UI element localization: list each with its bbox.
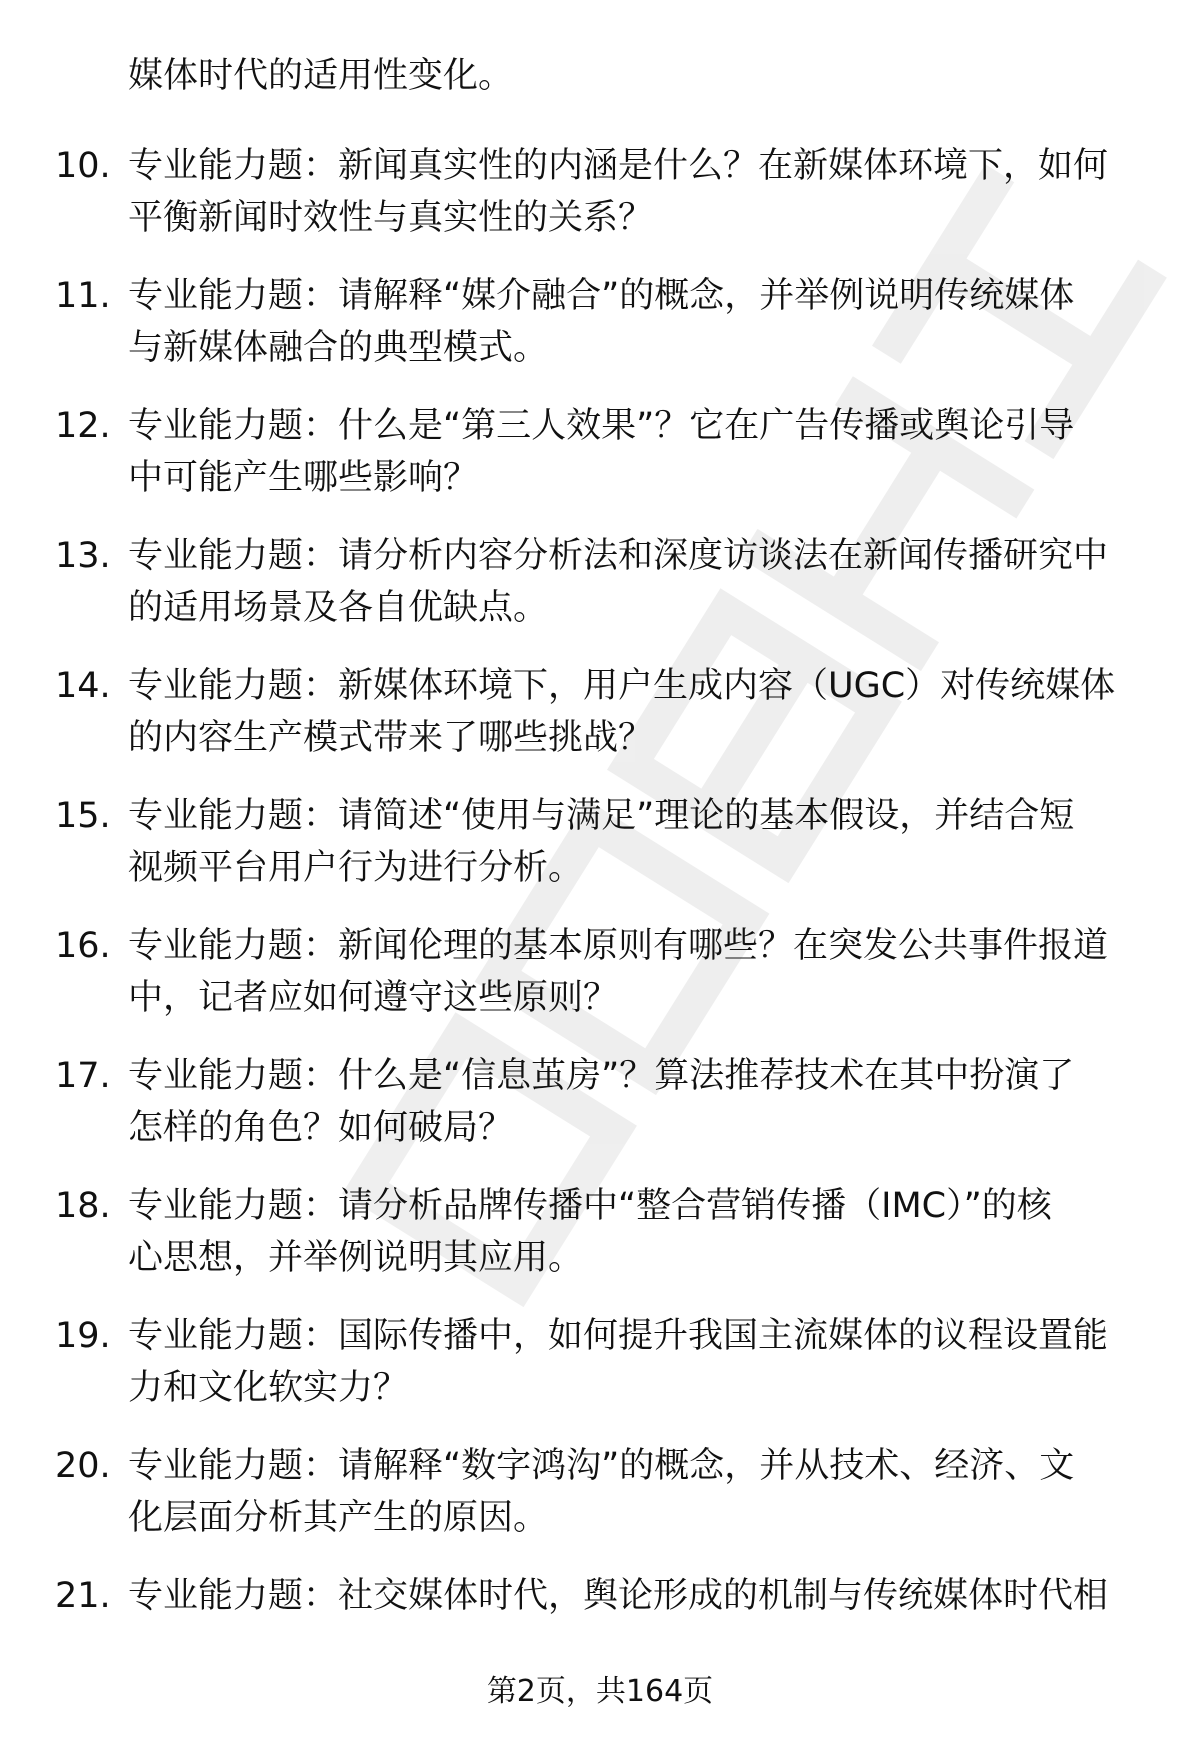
question-text [128, 140, 1158, 244]
question-number: 10. [55, 146, 111, 186]
question-line: 专业能力题：社交媒体时代，舆论形成的机制与传统媒体时代相 [128, 1576, 1109, 1616]
question-line: 化层面分析其产生的原因。 [128, 1498, 549, 1538]
carry-over-text: 媒体时代的适用性变化。 [128, 56, 514, 96]
question-line: 专业能力题：请简述“使用与满足”理论的基本假设，并结合短 [128, 796, 1075, 836]
question-line: 专业能力题：请分析品牌传播中“整合营销传播（IMC）”的核 [128, 1186, 1052, 1226]
question-number: 20. [55, 1446, 111, 1486]
question-text [128, 790, 1158, 894]
question-text [128, 1310, 1158, 1414]
question-text [128, 660, 1158, 764]
page-indicator: 第2页，共164页 [486, 1674, 714, 1709]
question-number: 19. [55, 1316, 111, 1356]
question-number: 15. [55, 796, 111, 836]
question-line: 专业能力题：请分析内容分析法和深度访谈法在新闻传播研究中 [128, 536, 1109, 576]
question-item [0, 140, 1200, 244]
question-line: 怎样的角色？如何破局？ [128, 1108, 514, 1148]
question-item [0, 1050, 1200, 1154]
question-item [0, 920, 1200, 1024]
question-text [128, 1440, 1158, 1544]
question-line: 中，记者应如何遵守这些原则？ [128, 978, 619, 1018]
question-list [0, 140, 1200, 1700]
question-line: 专业能力题：新闻真实性的内涵是什么？在新媒体环境下，如何 [128, 146, 1109, 186]
question-line: 专业能力题：请解释“媒介融合”的概念，并举例说明传统媒体 [128, 276, 1075, 316]
question-item [0, 1440, 1200, 1544]
question-number: 12. [55, 406, 111, 446]
question-item [0, 530, 1200, 634]
question-line: 专业能力题：请解释“数字鸿沟”的概念，并从技术、经济、文 [128, 1446, 1075, 1486]
question-line: 专业能力题：什么是“第三人效果”？它在广告传播或舆论引导 [128, 406, 1075, 446]
question-line: 力和文化软实力？ [128, 1368, 409, 1408]
question-text [128, 1180, 1158, 1284]
question-number: 18. [55, 1186, 111, 1226]
question-line: 专业能力题：什么是“信息茧房”？算法推荐技术在其中扮演了 [128, 1056, 1075, 1096]
question-text [128, 400, 1158, 504]
question-line: 专业能力题：新媒体环境下，用户生成内容（UGC）对传统媒体 [128, 666, 1116, 706]
question-number: 11. [55, 276, 111, 316]
question-item [0, 1570, 1200, 1674]
question-line: 的内容生产模式带来了哪些挑战？ [128, 718, 654, 758]
question-number: 13. [55, 536, 111, 576]
question-line: 专业能力题：国际传播中，如何提升我国主流媒体的议程设置能 [128, 1316, 1109, 1356]
question-text [128, 530, 1158, 634]
question-text [128, 1050, 1158, 1154]
question-line: 的适用场景及各自优缺点。 [128, 588, 549, 628]
question-item [0, 1310, 1200, 1414]
question-item [0, 270, 1200, 374]
question-text [128, 270, 1158, 374]
question-line: 与新媒体融合的典型模式。 [128, 328, 549, 368]
question-line: 中可能产生哪些影响？ [128, 458, 479, 498]
question-text [128, 920, 1158, 1024]
question-line: 视频平台用户行为进行分析。 [128, 848, 584, 888]
question-item [0, 790, 1200, 894]
question-item [0, 400, 1200, 504]
question-number: 14. [55, 666, 111, 706]
question-text [128, 1570, 1158, 1622]
question-line: 心思想，并举例说明其应用。 [128, 1238, 584, 1278]
question-number: 16. [55, 926, 111, 966]
question-number: 21. [55, 1576, 111, 1616]
question-item [0, 1180, 1200, 1284]
question-item [0, 660, 1200, 764]
question-line: 专业能力题：新闻伦理的基本原则有哪些？在突发公共事件报道 [128, 926, 1109, 966]
question-line: 平衡新闻时效性与真实性的关系？ [128, 198, 654, 238]
question-number: 17. [55, 1056, 111, 1096]
